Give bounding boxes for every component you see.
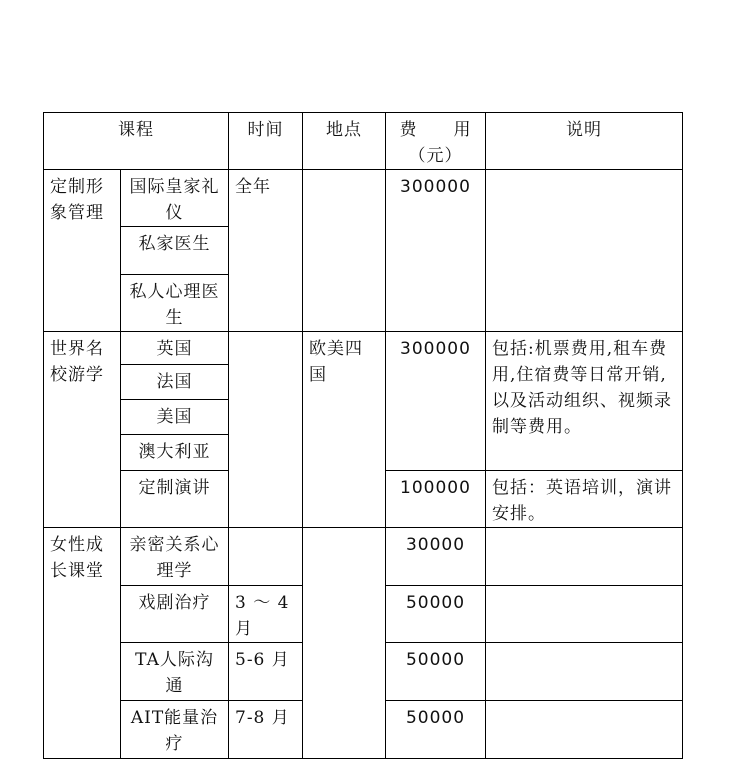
course-item: 澳大利亚 [121,435,229,471]
fee-cell: 30000 [386,528,486,586]
table-row [44,170,683,227]
fee-cell: 300000 [386,332,486,471]
course-item: 私人心理医生 [121,275,229,332]
course-item: 私家医生 [121,227,229,275]
table-row [44,528,683,586]
header-time: 时间 [229,113,303,170]
course-item: TA人际沟通 [121,643,229,701]
fee-cell: 100000 [386,471,486,528]
place-cell: 欧美四国 [303,332,386,528]
header-note: 说明 [486,113,683,170]
place-cell [303,170,386,332]
table-row [44,332,683,365]
time-cell: 3 ～ 4 月 [229,586,303,643]
fee-cell: 50000 [386,586,486,643]
time-cell: 5-6 月 [229,643,303,701]
fee-cell: 50000 [386,701,486,759]
note-cell: 包括:机票费用,租车费用,住宿费等日常开销,以及活动组织、视频录制等费用。 [486,332,683,471]
header-place: 地点 [303,113,386,170]
header-course: 课程 [44,113,229,170]
header-row [44,113,683,170]
fee-cell: 300000 [386,170,486,332]
time-cell [229,332,303,528]
note-cell: 包括：英语培训，演讲安排。 [486,471,683,528]
category-cell: 女性成长课堂 [44,528,121,759]
course-item: AIT能量治疗 [121,701,229,759]
category-cell: 定制形象管理 [44,170,121,332]
course-item: 英国 [121,332,229,365]
time-cell [229,528,303,586]
note-cell [486,701,683,759]
course-item: 定制演讲 [121,471,229,528]
category-cell: 世界名校游学 [44,332,121,528]
header-fee: 费 用（元） [386,113,486,170]
course-item: 亲密关系心理学 [121,528,229,586]
fee-cell: 50000 [386,643,486,701]
note-cell [486,528,683,586]
place-cell [303,528,386,759]
course-fee-table [43,112,683,759]
course-item: 戏剧治疗 [121,586,229,643]
note-cell [486,586,683,643]
course-item: 国际皇家礼仪 [121,170,229,227]
course-item: 法国 [121,365,229,400]
note-cell [486,643,683,701]
time-cell: 全年 [229,170,303,332]
note-cell [486,170,683,332]
course-item: 美国 [121,400,229,435]
time-cell: 7-8 月 [229,701,303,759]
